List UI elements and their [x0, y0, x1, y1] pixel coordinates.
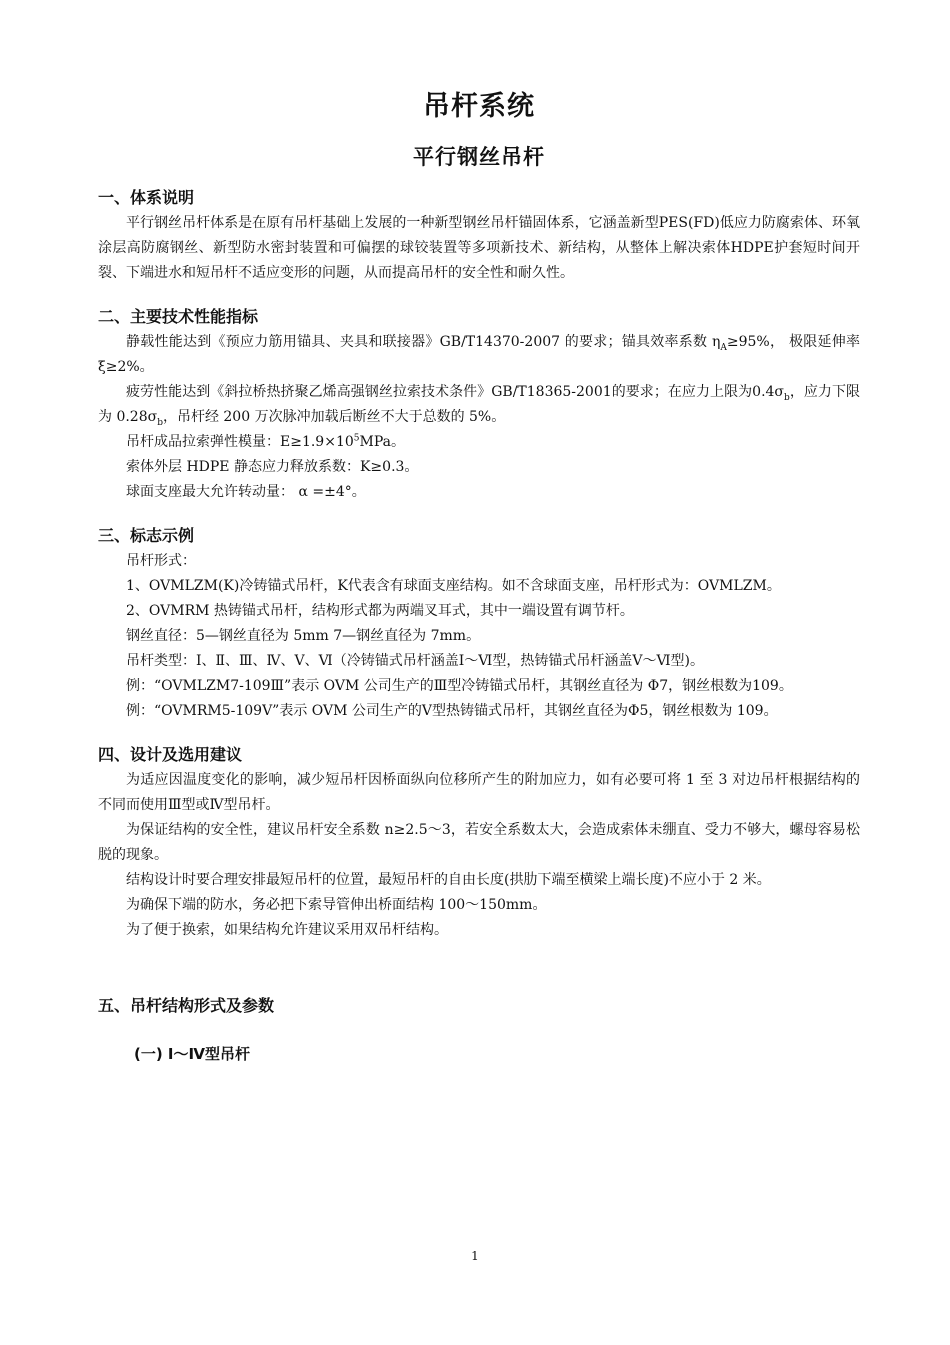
section-2-elastic-modulus: 吊杆成品拉索弹性模量：$E\ge 1.9\times 10^5MPa$。 [126, 433, 405, 450]
section-4-line-5: 为了便于换索，如果结构允许建议采用双吊杆结构。 [126, 922, 448, 938]
section-4-line-4: 为确保下端的防水，务必把下索导管伸出桥面结构 100～150mm。 [126, 897, 547, 913]
section-heading-3: 三、标志示例 [98, 526, 195, 545]
section-4-line-1: 为适应因温度变化的影响，减少短吊杆因桥面纵向位移所产生的附加应力，如有必要可将 1 至 3 对边吊杆根据结构的不同而使用Ⅲ型或Ⅳ型吊杆。 [98, 772, 860, 813]
section-3-line-2: 1、OVMLZM(K)冷铸锚式吊杆，K代表含有球面支座结构。如不含球面支座，吊杆形式为：OVMLZM。 [126, 578, 781, 594]
section-3-line-3: 2、OVMRM 热铸锚式吊杆，结构形式都为两端叉耳式，其中一端设置有调节杆。 [126, 603, 634, 619]
section-4-line-3: 结构设计时要合理安排最短吊杆的位置，最短吊杆的自由长度(拱肋下端至横梁上端长度)不应小于 2 米。 [126, 872, 771, 888]
section-3-line-1: 吊杆形式： [126, 553, 196, 569]
page-number: 1 [471, 1249, 479, 1263]
section-2-static-load: 静载性能达到《预应力筋用锚具、夹具和联接器》GB/T14370-2007 的要求；锚具效率系数 $\eta_A\ge 95\%$， 极限延伸率ξ≥2%。 [98, 334, 860, 375]
document-page [98, 84, 860, 1067]
page-subtitle: 平行钢丝吊杆 [413, 145, 545, 169]
section-2-fatigue: 疲劳性能达到《斜拉桥热挤聚乙烯高强钢丝拉索技术条件》GB/T18365-2001的要求；在应力上限为$0.4\sigma_b$，应力下限为 $0.28\sigma_b$，吊杆经 200 万次脉冲加载后断丝不大于总数的 5%。 [98, 384, 861, 428]
page-title: 吊杆系统 [423, 91, 535, 122]
section-heading-5: 五、吊杆结构形式及参数 [98, 996, 275, 1015]
section-3-example-1: 例：“OVMLZM7-109Ⅲ”表示 OVM 公司生产的Ⅲ型冷铸锚式吊杆，其钢丝直径为 Φ7，钢丝根数为109。 [126, 678, 793, 694]
section-2-stress-release: 索体外层 HDPE 静态应力释放系数：K≥0.3。 [126, 459, 419, 475]
section-3-line-5: 吊杆类型：Ⅰ、Ⅱ、Ⅲ、Ⅳ、Ⅴ、Ⅵ（冷铸锚式吊杆涵盖Ⅰ～Ⅵ型，热铸锚式吊杆涵盖Ⅴ～Ⅵ型)。 [126, 653, 704, 669]
section-3-example-2: 例：“OVMRM5-109Ⅴ”表示 OVM 公司生产的Ⅴ型热铸锚式吊杆，其钢丝直径为Φ5，钢丝根数为 109。 [126, 703, 778, 719]
section-4-line-2: 为保证结构的安全性，建议吊杆安全系数 n≥2.5～3，若安全系数太大，会造成索体未绷直、受力不够大，螺母容易松脱的现象。 [98, 822, 860, 863]
section-1-paragraph: 平行钢丝吊杆体系是在原有吊杆基础上发展的一种新型钢丝吊杆锚固体系，它涵盖新型PES(FD)低应力防腐索体、环氧涂层高防腐钢丝、新型防水密封装置和可偏摆的球铰装置等多项新技术、新结构，从整体上解决索体HDPE护套短时间开裂、下端进水和短吊杆不适应变形的问题，从而提高吊杆的安全性和耐久性。 [98, 215, 860, 281]
subsection-heading-5-1: (一) Ⅰ～Ⅳ型吊杆 [134, 1045, 250, 1063]
section-heading-1: 一、体系说明 [98, 188, 195, 207]
section-3-line-4: 钢丝直径：5—钢丝直径为 5mm 7—钢丝直径为 7mm。 [126, 628, 481, 644]
section-heading-4: 四、设计及选用建议 [98, 745, 243, 764]
section-2-rotation: 球面支座最大允许转动量： α =±4°。 [126, 484, 366, 500]
section-heading-2: 二、主要技术性能指标 [98, 307, 259, 326]
